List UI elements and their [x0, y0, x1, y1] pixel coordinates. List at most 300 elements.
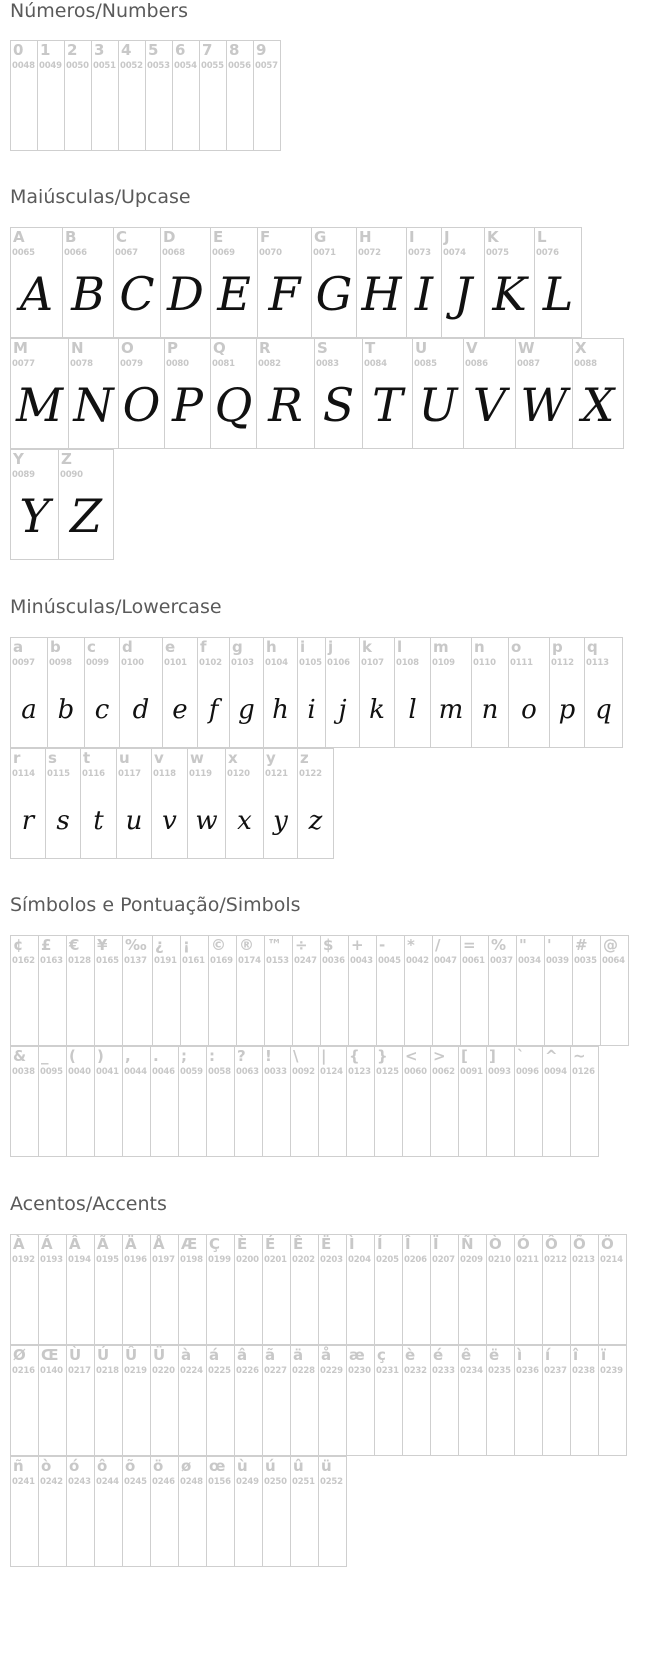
- glyph-cell: [253, 40, 281, 151]
- glyph-code-label: 0235: [488, 1366, 511, 1376]
- glyph-char-label: ç: [377, 1346, 386, 1364]
- glyph-char-label: Y: [13, 450, 24, 468]
- glyph-code-label: 0191: [154, 956, 177, 966]
- glyph-cell: [297, 748, 334, 859]
- glyph-preview: x: [237, 806, 252, 836]
- glyph-cell: [430, 637, 472, 748]
- glyph-code-label: 0101: [164, 658, 187, 668]
- glyph-char-label: Ê: [293, 1235, 304, 1253]
- glyph-char-label: s: [48, 749, 57, 767]
- glyph-code-label: 0088: [574, 359, 597, 369]
- glyph-code-label: 0137: [124, 956, 147, 966]
- glyph-cell: [262, 1234, 291, 1345]
- glyph-cell: [404, 935, 433, 1046]
- glyph-cell: [10, 40, 38, 151]
- glyph-char-label: D: [163, 228, 176, 246]
- glyph-cell: [197, 637, 230, 748]
- glyph-code-label: 0033: [264, 1067, 287, 1077]
- glyph-preview: i: [307, 695, 316, 725]
- glyph-char-label: Û: [125, 1346, 138, 1364]
- glyph-code-label: 0052: [120, 61, 143, 71]
- glyph-char-label: O: [121, 339, 134, 357]
- glyph-cell: [320, 935, 349, 1046]
- glyph-cell: [236, 935, 265, 1046]
- glyph-cell: [292, 935, 321, 1046]
- glyph-preview: A: [19, 267, 54, 321]
- glyph-char-label: #: [575, 936, 588, 954]
- glyph-code-label: 0091: [460, 1067, 483, 1077]
- glyph-code-label: 0225: [208, 1366, 231, 1376]
- glyph-code-label: 0251: [292, 1477, 315, 1487]
- glyph-preview: f: [208, 695, 219, 725]
- glyph-cell: [172, 40, 200, 151]
- glyph-code-label: 0073: [408, 248, 431, 258]
- glyph-char-label: ï: [601, 1346, 607, 1364]
- glyph-code-label: 0193: [40, 1255, 63, 1265]
- glyph-char-label: Ë: [321, 1235, 332, 1253]
- glyph-cell: [263, 748, 298, 859]
- glyph-char-label: &: [13, 1047, 27, 1065]
- glyph-code-label: 0041: [96, 1067, 119, 1077]
- glyph-preview: m: [438, 695, 464, 725]
- glyph-cell: [290, 1456, 319, 1567]
- glyph-char-label: Æ: [181, 1235, 198, 1253]
- glyph-cell: [10, 637, 48, 748]
- glyph-code-label: 0213: [572, 1255, 595, 1265]
- glyph-cell: [458, 1345, 487, 1456]
- glyph-char-label: ù: [237, 1457, 248, 1475]
- glyph-char-label: M: [13, 339, 28, 357]
- glyph-cell: [178, 1234, 207, 1345]
- glyph-code-label: 0037: [490, 956, 513, 966]
- glyph-cell: [290, 1345, 319, 1456]
- glyph-char-label: q: [587, 638, 598, 656]
- glyph-cell: [346, 1345, 375, 1456]
- section-title-upcase: Maiúsculas/Upcase: [10, 186, 191, 208]
- glyph-code-label: 0059: [180, 1067, 203, 1077]
- glyph-char-label: €: [69, 936, 80, 954]
- glyph-cell: [376, 935, 405, 1046]
- glyph-cell: [458, 1234, 487, 1345]
- glyph-char-label: +: [351, 936, 364, 954]
- glyph-code-label: 0200: [236, 1255, 259, 1265]
- glyph-cell: [488, 935, 517, 1046]
- glyph-code-label: 0119: [189, 769, 212, 779]
- glyph-char-label: Á: [41, 1235, 53, 1253]
- glyph-code-label: 0051: [93, 61, 116, 71]
- glyph-row: [10, 1456, 346, 1567]
- glyph-char-label: œ: [209, 1457, 226, 1475]
- glyph-code-label: 0220: [152, 1366, 175, 1376]
- glyph-char-label: {: [349, 1047, 360, 1065]
- glyph-code-label: 0049: [39, 61, 62, 71]
- section-title-lowercase: Minúsculas/Lowercase: [10, 596, 222, 618]
- glyph-code-label: 0217: [68, 1366, 91, 1376]
- glyph-code-label: 0076: [536, 248, 559, 258]
- glyph-code-label: 0069: [212, 248, 235, 258]
- glyph-char-label: n: [474, 638, 485, 656]
- glyph-preview: W: [520, 378, 568, 432]
- section-title-numbers: Números/Numbers: [10, 0, 188, 22]
- glyph-preview: C: [119, 267, 155, 321]
- glyph-cell: [91, 40, 119, 151]
- glyph-char-label: Ò: [489, 1235, 502, 1253]
- glyph-cell: [515, 338, 573, 449]
- glyph-char-label: ê: [461, 1346, 472, 1364]
- glyph-cell: [162, 637, 198, 748]
- glyph-char-label: 7: [202, 41, 213, 59]
- glyph-code-label: 0100: [121, 658, 144, 668]
- glyph-char-label: 1: [40, 41, 51, 59]
- glyph-code-label: 0105: [299, 658, 322, 668]
- glyph-code-label: 0234: [460, 1366, 483, 1376]
- glyph-char-label: A: [13, 228, 25, 246]
- glyph-code-label: 0094: [544, 1067, 567, 1077]
- glyph-code-label: 0053: [147, 61, 170, 71]
- glyph-char-label: F: [260, 228, 271, 246]
- glyph-preview: o: [521, 695, 537, 725]
- glyph-cell: [311, 227, 357, 338]
- glyph-char-label: j: [328, 638, 334, 656]
- glyph-char-label: È: [237, 1235, 248, 1253]
- glyph-char-label: ú: [265, 1457, 276, 1475]
- glyph-code-label: 0219: [124, 1366, 147, 1376]
- glyph-cell: [66, 935, 95, 1046]
- glyph-preview: s: [56, 806, 70, 836]
- glyph-char-label: à: [181, 1346, 192, 1364]
- glyph-code-label: 0204: [348, 1255, 371, 1265]
- glyph-char-label: 2: [67, 41, 78, 59]
- glyph-char-label: /: [435, 936, 441, 954]
- glyph-code-label: 0095: [40, 1067, 63, 1077]
- glyph-char-label: g: [232, 638, 243, 656]
- glyph-code-label: 0108: [396, 658, 419, 668]
- glyph-code-label: 0077: [12, 359, 35, 369]
- glyph-code-label: 0192: [12, 1255, 35, 1265]
- glyph-cell: [430, 1046, 459, 1157]
- glyph-code-label: 0111: [510, 658, 533, 668]
- glyph-code-label: 0195: [96, 1255, 119, 1265]
- glyph-code-label: 0230: [348, 1366, 371, 1376]
- glyph-code-label: 0115: [47, 769, 70, 779]
- glyph-code-label: 0233: [432, 1366, 455, 1376]
- glyph-char-label: Ï: [433, 1235, 439, 1253]
- glyph-char-label: i: [300, 638, 306, 656]
- glyph-row: [10, 637, 622, 748]
- glyph-char-label: ó: [69, 1457, 80, 1475]
- glyph-char-label: æ: [349, 1346, 365, 1364]
- glyph-cell: [346, 1046, 375, 1157]
- glyph-cell: [570, 1234, 599, 1345]
- glyph-code-label: 0126: [572, 1067, 595, 1077]
- glyph-char-label: 5: [148, 41, 159, 59]
- glyph-char-label: T: [365, 339, 376, 357]
- glyph-char-label: V: [466, 339, 478, 357]
- glyph-cell: [374, 1046, 403, 1157]
- glyph-code-label: 0062: [432, 1067, 455, 1077]
- glyph-code-label: 0121: [265, 769, 288, 779]
- glyph-char-label: Ö: [601, 1235, 614, 1253]
- glyph-cell: [10, 1456, 39, 1567]
- glyph-code-label: 0117: [118, 769, 141, 779]
- glyph-cell: [38, 1456, 67, 1567]
- glyph-cell: [208, 935, 237, 1046]
- glyph-char-label: e: [165, 638, 176, 656]
- glyph-cell: [225, 748, 264, 859]
- glyph-char-label: [: [461, 1047, 468, 1065]
- glyph-char-label: J: [444, 228, 450, 246]
- glyph-code-label: 0093: [488, 1067, 511, 1077]
- glyph-cell: [94, 1234, 123, 1345]
- glyph-char-label: û: [293, 1457, 304, 1475]
- glyph-char-label: U: [415, 339, 428, 357]
- glyph-cell: [262, 1345, 291, 1456]
- glyph-cell: [516, 935, 545, 1046]
- glyph-cell: [263, 637, 298, 748]
- glyph-char-label: =: [463, 936, 476, 954]
- glyph-code-label: 0079: [120, 359, 143, 369]
- glyph-preview: j: [338, 695, 347, 725]
- glyph-char-label: b: [50, 638, 61, 656]
- glyph-code-label: 0228: [292, 1366, 315, 1376]
- glyph-preview: N: [73, 378, 114, 432]
- glyph-cell: [318, 1456, 347, 1567]
- glyph-char-label: Ü: [153, 1346, 166, 1364]
- glyph-code-label: 0242: [40, 1477, 63, 1487]
- glyph-preview: c: [94, 695, 110, 725]
- glyph-cell: [178, 1456, 207, 1567]
- glyph-cell: [94, 1345, 123, 1456]
- glyph-preview: Z: [70, 489, 102, 543]
- glyph-char-label: î: [573, 1346, 579, 1364]
- glyph-char-label: }: [377, 1047, 388, 1065]
- glyph-char-label: ‰: [125, 936, 147, 954]
- glyph-cell: [122, 935, 153, 1046]
- glyph-code-label: 0034: [518, 956, 541, 966]
- glyph-preview: E: [217, 267, 251, 321]
- glyph-preview: k: [369, 695, 385, 725]
- glyph-char-label: ": [519, 936, 527, 954]
- glyph-code-label: 0218: [96, 1366, 119, 1376]
- glyph-code-label: 0227: [264, 1366, 287, 1376]
- glyph-cell: [394, 637, 431, 748]
- glyph-char-label: Ó: [517, 1235, 530, 1253]
- glyph-cell: [572, 338, 624, 449]
- glyph-char-label: @: [603, 936, 618, 954]
- glyph-cell: [359, 637, 395, 748]
- glyph-cell: [10, 748, 46, 859]
- glyph-code-label: 0197: [152, 1255, 175, 1265]
- glyph-cell: [514, 1234, 543, 1345]
- glyph-char-label: S: [317, 339, 328, 357]
- glyph-code-label: 0084: [364, 359, 387, 369]
- glyph-cell: [210, 338, 257, 449]
- glyph-code-label: 0243: [68, 1477, 91, 1487]
- glyph-char-label: %: [491, 936, 507, 954]
- glyph-cell: [402, 1345, 431, 1456]
- glyph-cell: [38, 1234, 67, 1345]
- glyph-char-label: ,: [125, 1047, 131, 1065]
- glyph-code-label: 0122: [299, 769, 322, 779]
- glyph-code-label: 0205: [376, 1255, 399, 1265]
- glyph-char-label: R: [259, 339, 271, 357]
- glyph-char-label: _: [41, 1047, 49, 1065]
- glyph-char-label: Ç: [209, 1235, 221, 1253]
- glyph-code-label: 0057: [255, 61, 278, 71]
- glyph-cell: [150, 1234, 179, 1345]
- glyph-code-label: 0080: [166, 359, 189, 369]
- glyph-cell: [570, 1046, 599, 1157]
- glyph-preview: Y: [19, 489, 50, 543]
- glyph-cell: [264, 935, 293, 1046]
- glyph-cell: [598, 1345, 627, 1456]
- glyph-preview: R: [268, 378, 303, 432]
- glyph-code-label: 0232: [404, 1366, 427, 1376]
- glyph-preview: S: [322, 378, 355, 432]
- glyph-preview: h: [272, 695, 289, 725]
- glyph-code-label: 0244: [96, 1477, 119, 1487]
- glyph-preview: D: [167, 267, 204, 321]
- glyph-code-label: 0086: [465, 359, 488, 369]
- glyph-cell: [346, 1234, 375, 1345]
- glyph-cell: [206, 1046, 235, 1157]
- glyph-char-label: w: [190, 749, 204, 767]
- glyph-char-label: N: [71, 339, 84, 357]
- glyph-char-label: c: [87, 638, 96, 656]
- glyph-preview: T: [372, 378, 403, 432]
- glyph-cell: [432, 935, 461, 1046]
- glyph-code-label: 0056: [228, 61, 251, 71]
- glyph-code-label: 0035: [574, 956, 597, 966]
- glyph-cell: [544, 935, 573, 1046]
- glyph-char-label: ^: [545, 1047, 558, 1065]
- glyph-code-label: 0113: [586, 658, 609, 668]
- glyph-cell: [10, 1345, 39, 1456]
- glyph-code-label: 0074: [443, 248, 466, 258]
- glyph-char-label: C: [116, 228, 128, 246]
- glyph-char-label: í: [545, 1346, 551, 1364]
- glyph-char-label: `: [517, 1047, 525, 1065]
- glyph-cell: [463, 338, 516, 449]
- glyph-code-label: 0174: [238, 956, 261, 966]
- glyph-code-label: 0196: [124, 1255, 147, 1265]
- glyph-code-label: 0224: [180, 1366, 203, 1376]
- glyph-cell: [122, 1456, 151, 1567]
- glyph-code-label: 0055: [201, 61, 224, 71]
- glyph-code-label: 0216: [12, 1366, 35, 1376]
- glyph-code-label: 0043: [350, 956, 373, 966]
- glyph-preview: X: [581, 378, 615, 432]
- glyph-code-label: 0236: [516, 1366, 539, 1376]
- glyph-preview: g: [238, 695, 255, 725]
- glyph-char-label: Ø: [13, 1346, 26, 1364]
- glyph-preview: y: [273, 806, 288, 836]
- glyph-cell: [542, 1046, 571, 1157]
- glyph-char-label: Ú: [97, 1346, 110, 1364]
- glyph-cell: [226, 40, 254, 151]
- glyph-preview: r: [21, 806, 35, 836]
- glyph-code-label: 0199: [208, 1255, 231, 1265]
- glyph-code-label: 0044: [124, 1067, 147, 1077]
- glyph-char-label: :: [209, 1047, 215, 1065]
- glyph-char-label: ¡: [183, 936, 190, 954]
- glyph-char-label: ä: [293, 1346, 304, 1364]
- glyph-preview: a: [21, 695, 37, 725]
- glyph-code-label: 0229: [320, 1366, 343, 1376]
- glyph-cell: [199, 40, 227, 151]
- glyph-char-label: .: [153, 1047, 159, 1065]
- glyph-code-label: 0042: [406, 956, 429, 966]
- glyph-preview: B: [71, 267, 105, 321]
- glyph-cell: [430, 1345, 459, 1456]
- glyph-char-label: m: [433, 638, 449, 656]
- glyph-code-label: 0070: [259, 248, 282, 258]
- glyph-char-label: ë: [489, 1346, 500, 1364]
- glyph-char-label: -: [379, 936, 386, 954]
- glyph-char-label: Q: [213, 339, 226, 357]
- glyph-code-label: 0083: [316, 359, 339, 369]
- glyph-code-label: 0054: [174, 61, 197, 71]
- glyph-cell: [150, 1345, 179, 1456]
- glyph-cell: [10, 449, 59, 560]
- glyph-char-label: 0: [13, 41, 24, 59]
- glyph-code-label: 0099: [86, 658, 109, 668]
- glyph-char-label: o: [511, 638, 522, 656]
- glyph-char-label: ì: [517, 1346, 523, 1364]
- glyph-code-label: 0067: [115, 248, 138, 258]
- glyph-code-label: 0098: [49, 658, 72, 668]
- glyph-char-label: â: [237, 1346, 248, 1364]
- glyph-cell: [402, 1046, 431, 1157]
- glyph-code-label: 0206: [404, 1255, 427, 1265]
- glyph-code-label: 0210: [488, 1255, 511, 1265]
- glyph-code-label: 0046: [152, 1067, 175, 1077]
- glyph-code-label: 0036: [322, 956, 345, 966]
- glyph-char-label: a: [13, 638, 24, 656]
- glyph-char-label: ™: [267, 936, 282, 954]
- glyph-cell: [318, 1046, 347, 1157]
- glyph-char-label: ö: [153, 1457, 164, 1475]
- glyph-code-label: 0063: [236, 1067, 259, 1077]
- glyph-cell: [119, 637, 163, 748]
- glyph-cell: [234, 1456, 263, 1567]
- glyph-cell: [542, 1234, 571, 1345]
- glyph-code-label: 0072: [358, 248, 381, 258]
- glyph-preview: w: [195, 806, 218, 836]
- glyph-code-label: 0045: [378, 956, 401, 966]
- glyph-cell: [80, 748, 117, 859]
- glyph-cell: [570, 1345, 599, 1456]
- glyph-cell: [38, 935, 67, 1046]
- glyph-char-label: 3: [94, 41, 105, 59]
- glyph-code-label: 0246: [152, 1477, 175, 1487]
- glyph-preview: L: [542, 267, 574, 321]
- glyph-cell: [262, 1046, 291, 1157]
- glyph-char-label: z: [300, 749, 309, 767]
- glyph-cell: [180, 935, 209, 1046]
- section-title-accents: Acentos/Accents: [10, 1193, 167, 1215]
- glyph-code-label: 0102: [199, 658, 222, 668]
- glyph-cell: [66, 1234, 95, 1345]
- glyph-cell: [38, 1046, 67, 1157]
- glyph-char-label: ô: [97, 1457, 108, 1475]
- glyph-cell: [118, 40, 146, 151]
- glyph-code-label: 0249: [236, 1477, 259, 1487]
- glyph-code-label: 0202: [292, 1255, 315, 1265]
- glyph-char-label: ]: [489, 1047, 496, 1065]
- glyph-char-label: \: [293, 1047, 299, 1065]
- glyph-cell: [206, 1345, 235, 1456]
